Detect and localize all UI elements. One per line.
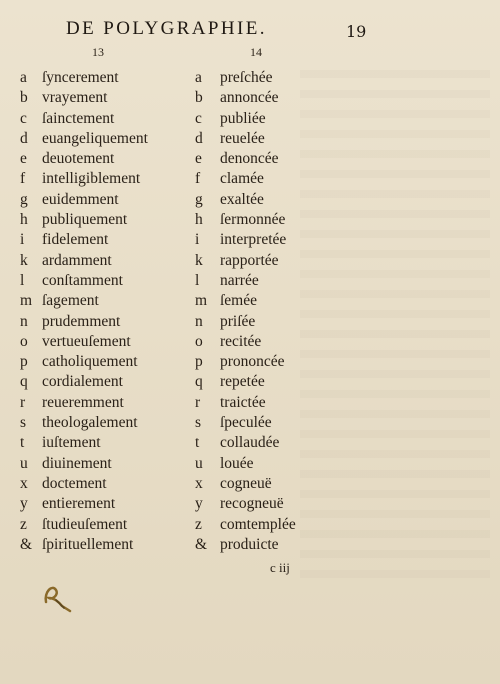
entry-row [195,190,296,210]
entry-word: euidemment [42,190,119,208]
entry-row [20,230,148,250]
entry-word: comtemplée [220,515,296,533]
entry-word: traictée [220,393,266,411]
entry-word: publiée [220,109,266,127]
entry-letter: f [20,170,26,188]
entry-row [195,494,296,514]
entry-word: ſtudieuſement [42,515,128,533]
entry-row [20,68,148,88]
entry-letter: c [20,109,27,127]
entry-word: produicte [220,535,279,553]
entry-letter: i [195,231,200,249]
entry-letter: m [20,292,33,310]
entry-word: clamée [220,170,264,188]
entry-word: preſchée [220,69,273,86]
entry-word: repetée [220,373,265,391]
entry-letter: z [20,515,27,533]
entry-word: rapportée [220,251,279,269]
entry-row [20,332,148,352]
entry-row [20,169,148,189]
entry-row [20,271,148,291]
entry-letter: l [195,271,200,289]
entry-word: prononcée [220,353,285,371]
entry-row [20,291,148,311]
entry-letter: r [20,393,26,411]
entry-word: ſemée [220,292,258,310]
entry-row [195,230,296,250]
entry-word: diuinement [42,454,112,472]
entry-row [195,433,296,453]
entry-row [20,454,148,474]
entry-word: exaltée [220,190,264,208]
entry-word: reueremment [42,393,124,411]
entry-word: vertueuſement [42,332,131,350]
entry-word: narrée [220,271,259,289]
entry-word: ſpirituellement [42,535,134,553]
entry-letter: d [195,129,203,147]
entry-row [195,474,296,494]
entry-row [195,515,296,535]
entry-word: denoncée [220,150,279,168]
entry-letter: u [20,454,28,472]
entry-word: recitée [220,332,262,350]
entry-letter: b [20,89,28,107]
entry-row [195,149,296,169]
entry-letter: i [20,231,25,249]
entry-row [195,332,296,352]
entry-word: intelligiblement [42,170,141,188]
entry-word: fidelement [42,231,109,249]
entry-word: ſpeculée [220,414,272,432]
entry-letter: t [20,434,25,452]
entry-row [20,494,148,514]
entry-word: iuſtement [42,434,101,452]
word-column-left [20,68,148,555]
entry-letter: c [195,109,202,127]
entry-word: cogneuë [220,474,272,492]
entry-word: ſainctement [42,109,115,127]
entry-word: louée [220,454,254,472]
entry-letter: n [195,312,203,330]
entry-row [195,88,296,108]
entry-row [20,413,148,433]
entry-letter: e [20,150,27,168]
entry-word: doctement [42,474,107,492]
entry-word: cordialement [42,373,123,391]
entry-letter: u [195,454,203,472]
entry-letter: g [195,190,203,208]
word-column-right [195,68,296,555]
entry-letter: s [20,414,27,432]
entry-row [195,271,296,291]
entry-word: ſermonnée [220,211,286,229]
entry-word: ſyncerement [42,69,119,86]
entry-letter: h [20,211,28,229]
running-head: DE POLYGRAPHIE. [66,18,267,39]
entry-letter: a [195,69,202,86]
entry-row [195,312,296,332]
entry-word: catholiquement [42,353,138,371]
entry-row [20,149,148,169]
column-number-left: 13 [92,45,104,59]
entry-row [20,393,148,413]
entry-letter: f [195,170,201,188]
entry-letter: r [195,393,201,411]
entry-letter: p [20,353,28,371]
entry-word: vrayement [42,89,108,107]
entry-letter: g [20,190,28,208]
column-number-right: 14 [250,45,262,59]
entry-row [195,210,296,230]
entry-letter: y [20,495,28,513]
entry-word: ardamment [42,251,112,269]
entry-row [195,535,296,555]
entry-word: priſée [220,312,256,330]
entry-word: prudemment [42,312,121,330]
entry-word: collaudée [220,434,280,452]
entry-row [20,251,148,271]
entry-letter: y [195,495,203,513]
entry-row [20,433,148,453]
entry-word: reuelée [220,129,265,147]
entry-row [195,393,296,413]
entry-letter: o [20,332,28,350]
entry-row [195,169,296,189]
page-number: 19 [346,22,367,41]
entry-row [195,454,296,474]
signature-mark: c iij [270,560,290,575]
entry-row [20,88,148,108]
entry-letter: k [20,251,28,269]
entry-row [195,129,296,149]
entry-letter: & [195,535,208,553]
entry-word: theologalement [42,414,138,432]
entry-letter: q [195,373,203,391]
entry-row [195,413,296,433]
entry-row [20,210,148,230]
entry-row [195,109,296,129]
entry-row [20,515,148,535]
entry-letter: o [195,332,203,350]
entry-letter: e [195,150,202,168]
entry-word: euangeliquement [42,129,148,147]
entry-letter: z [195,515,202,533]
entry-letter: p [195,353,203,371]
entry-word: conſtamment [42,271,123,289]
entry-row [20,535,148,555]
entry-letter: n [20,312,28,330]
entry-word: deuotement [42,150,115,168]
entry-row [20,129,148,149]
entry-word: annoncée [220,89,279,107]
entry-row [195,291,296,311]
show-through-text [300,70,490,590]
entry-letter: l [20,271,25,289]
entry-word: interpretée [220,231,287,249]
entry-letter: b [195,89,203,107]
entry-letter: m [195,292,208,310]
entry-letter: q [20,373,28,391]
entry-letter: x [195,474,203,492]
entry-row [195,352,296,372]
ink-stamp-icon [40,578,76,614]
entry-word: entierement [42,495,116,513]
entry-letter: s [195,414,202,432]
entry-letter: & [20,535,33,553]
entry-row [20,109,148,129]
entry-letter: x [20,474,28,492]
entry-word: recogneuë [220,495,284,513]
entry-letter: t [195,434,200,452]
entry-row [20,474,148,494]
entry-letter: a [20,69,27,86]
entry-row [195,372,296,392]
entry-word: publiquement [42,211,128,229]
entry-row [20,352,148,372]
entry-row [20,190,148,210]
entry-row [195,251,296,271]
entry-row [20,372,148,392]
entry-letter: d [20,129,28,147]
entry-letter: h [195,211,203,229]
entry-row [195,68,296,88]
entry-word: ſagement [42,292,99,310]
entry-letter: k [195,251,203,269]
entry-row [20,312,148,332]
